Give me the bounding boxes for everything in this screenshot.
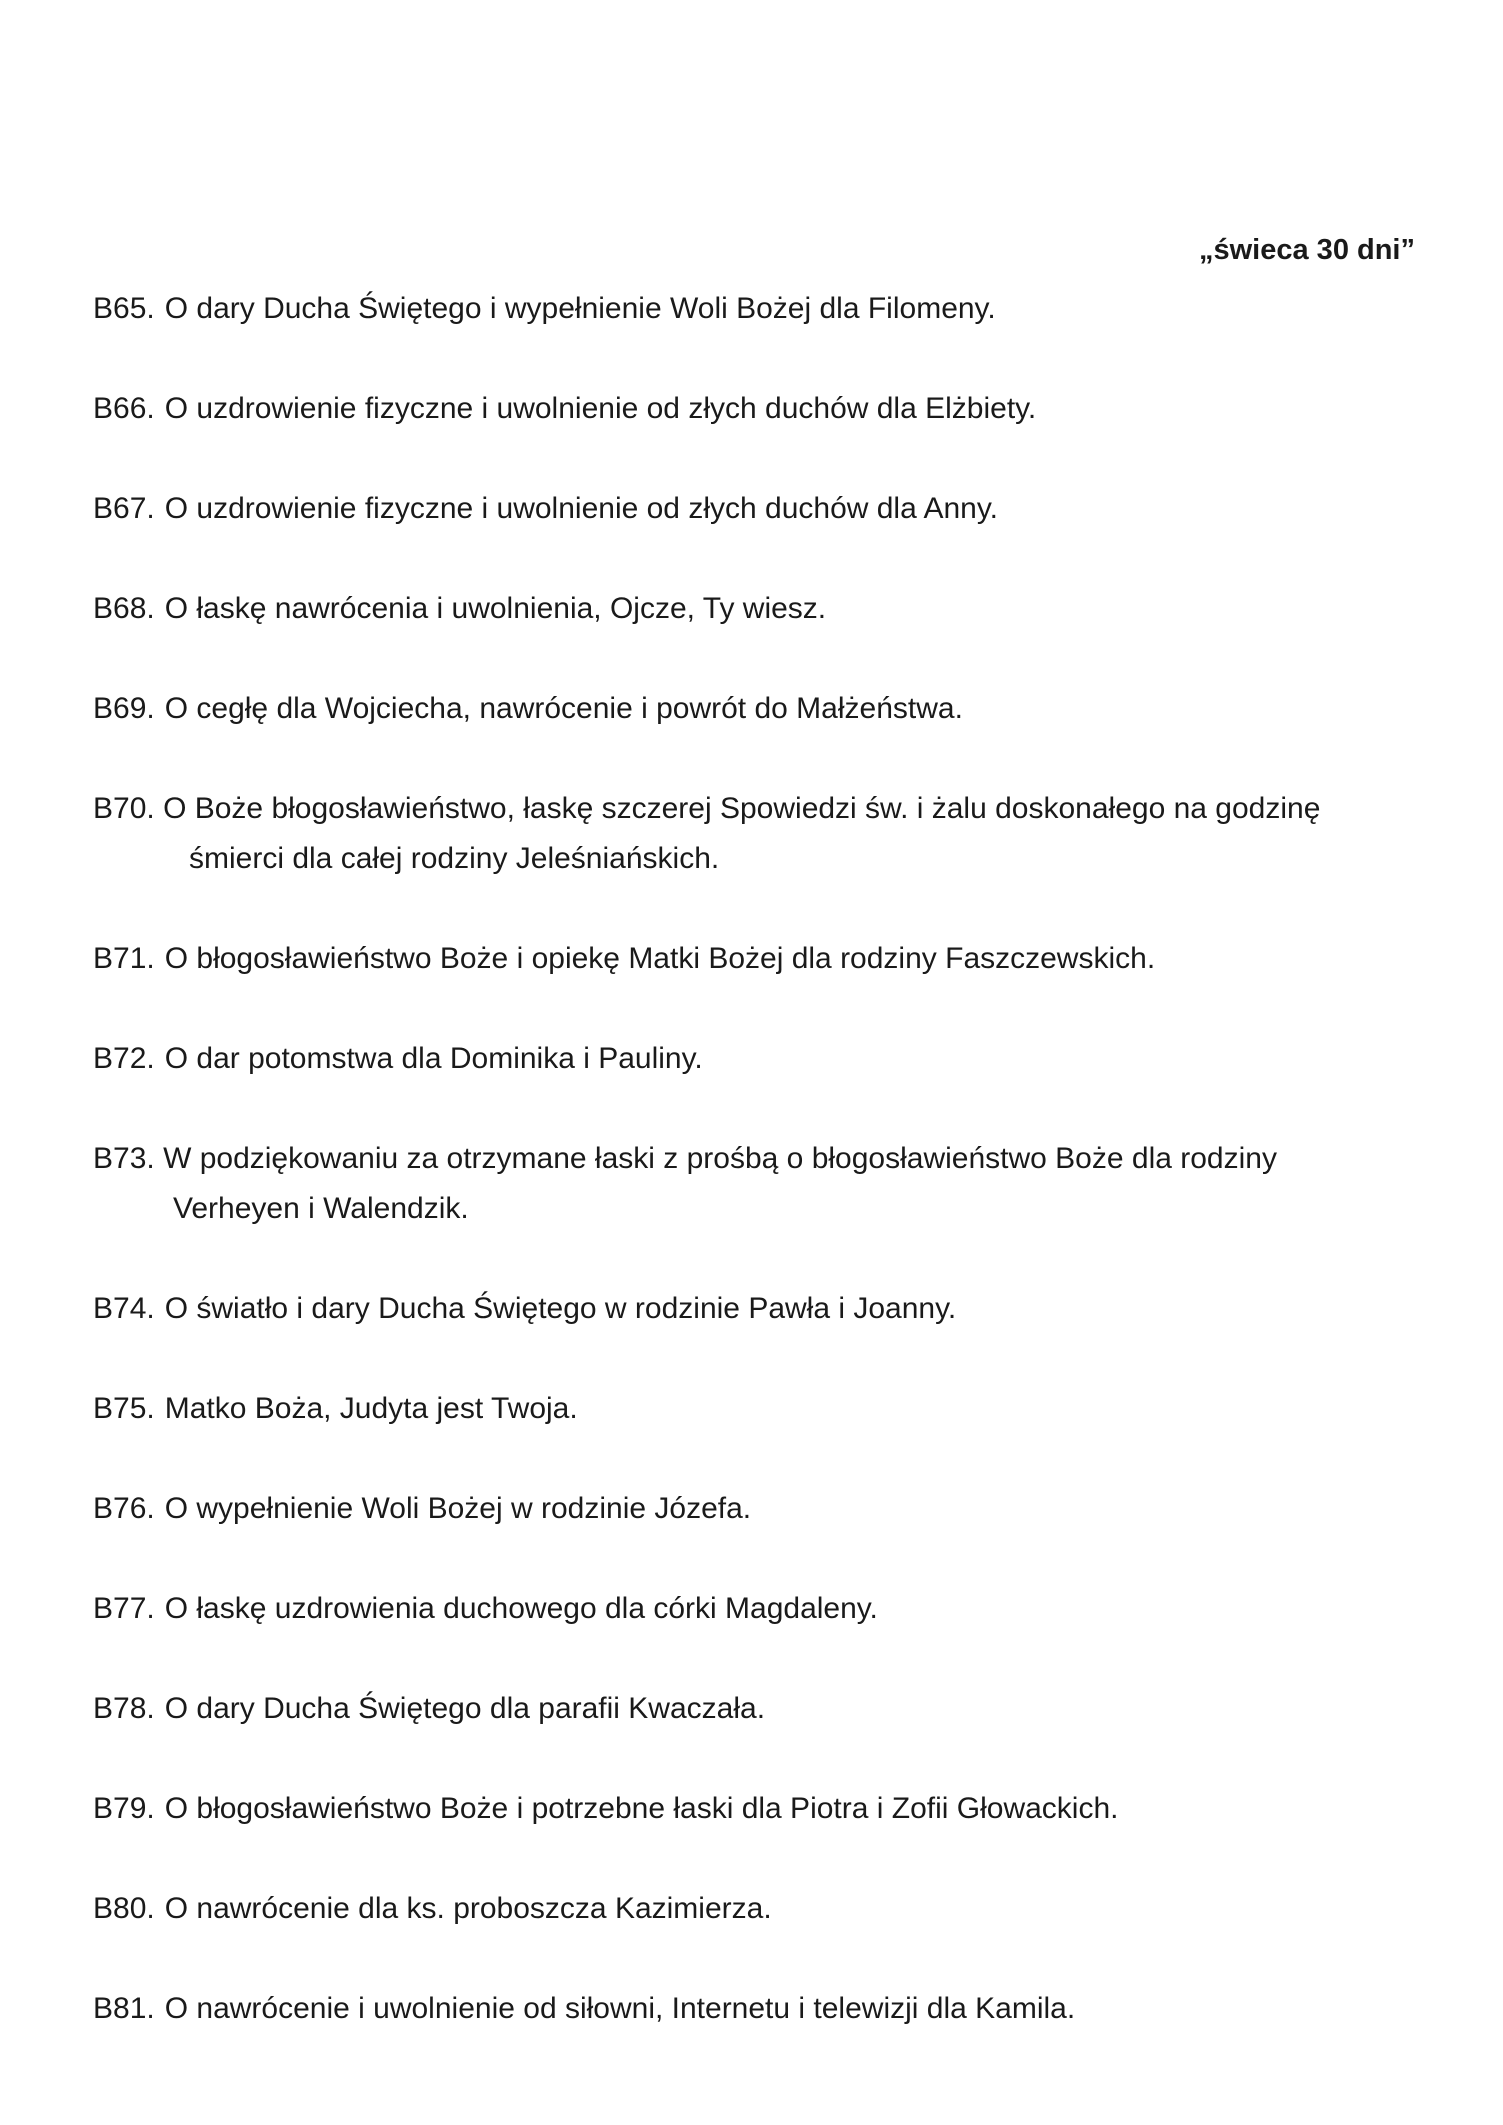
intention-text: O łaskę nawrócenia i uwolnienia, Ojcze, Ty wiesz. — [164, 592, 827, 625]
intention-code: B67. — [93, 492, 155, 525]
list-item — [93, 684, 1423, 734]
intention-code: B80. — [93, 1892, 155, 1925]
intention-text: Matko Boża, Judyta jest Twoja. — [164, 1392, 578, 1425]
list-item — [93, 1384, 1423, 1434]
list-item — [93, 1034, 1423, 1084]
intention-code: B75. — [93, 1392, 155, 1425]
intention-code: B81. — [93, 1992, 155, 2025]
intention-text: O dar potomstwa dla Dominika i Pauliny. — [164, 1042, 703, 1075]
intention-text: O nawrócenie dla ks. proboszcza Kazimierza. — [164, 1892, 772, 1925]
list-item — [93, 1584, 1423, 1634]
list-item — [93, 1284, 1423, 1334]
list-item — [93, 1784, 1423, 1834]
intention-text: O dary Ducha Świętego dla parafii Kwaczała. — [164, 1692, 766, 1725]
list-item — [93, 284, 1423, 334]
intention-continuation: śmierci dla całej rodziny Jeleśniańskich. — [189, 842, 720, 875]
intention-code: B68. — [93, 592, 155, 625]
intention-first-line — [93, 1134, 1423, 1184]
list-item — [93, 484, 1423, 534]
intention-text: W podziękowaniu za otrzymane łaski z prośbą o błogosławieństwo Boże dla rodziny — [163, 1142, 1277, 1175]
intention-code: B77. — [93, 1592, 155, 1625]
intention-code: B78. — [93, 1692, 155, 1725]
intention-code: B73. — [93, 1142, 155, 1175]
intention-code: B72. — [93, 1042, 155, 1075]
intention-text: O łaskę uzdrowienia duchowego dla córki Magdaleny. — [164, 1592, 878, 1625]
intention-text: O uzdrowienie fizyczne i uwolnienie od złych duchów dla Anny. — [164, 492, 998, 525]
list-item — [93, 934, 1423, 984]
intention-text: O błogosławieństwo Boże i opiekę Matki Bożej dla rodziny Faszczewskich. — [164, 942, 1156, 975]
intention-text: O dary Ducha Świętego i wypełnienie Woli Bożej dla Filomeny. — [164, 292, 996, 325]
page-heading: „świeca 30 dni” — [1199, 234, 1415, 266]
intention-code: B66. — [93, 392, 155, 425]
intention-text: O światło i dary Ducha Świętego w rodzinie Pawła i Joanny. — [164, 1292, 957, 1325]
intention-text: O błogosławieństwo Boże i potrzebne łaski dla Piotra i Zofii Głowackich. — [164, 1792, 1119, 1825]
intention-code: B70. — [93, 792, 155, 825]
intention-code: B69. — [93, 692, 155, 725]
intention-text: O uzdrowienie fizyczne i uwolnienie od złych duchów dla Elżbiety. — [164, 392, 1037, 425]
list-item — [93, 1984, 1423, 2034]
list-item — [93, 384, 1423, 434]
intention-first-line — [93, 784, 1423, 834]
intention-code: B71. — [93, 942, 155, 975]
intention-code: B79. — [93, 1792, 155, 1825]
list-item — [93, 1684, 1423, 1734]
intention-code: B76. — [93, 1492, 155, 1525]
list-item — [93, 1134, 1423, 1234]
intention-text: O cegłę dla Wojciecha, nawrócenie i powrót do Małżeństwa. — [164, 692, 963, 725]
intention-text: O Boże błogosławieństwo, łaskę szczerej Spowiedzi św. i żalu doskonałego na godzinę — [163, 792, 1321, 825]
intention-code: B74. — [93, 1292, 155, 1325]
intention-code: B65. — [93, 292, 155, 325]
list-item — [93, 784, 1423, 884]
intention-text: O nawrócenie i uwolnienie od siłowni, Internetu i telewizji dla Kamila. — [164, 1992, 1076, 2025]
list-item — [93, 1484, 1423, 1534]
intention-continuation: Verheyen i Walendzik. — [173, 1192, 469, 1225]
list-item — [93, 1884, 1423, 1934]
intentions-list — [93, 284, 1423, 2084]
intention-text: O wypełnienie Woli Bożej w rodzinie Józefa. — [164, 1492, 752, 1525]
list-item — [93, 584, 1423, 634]
